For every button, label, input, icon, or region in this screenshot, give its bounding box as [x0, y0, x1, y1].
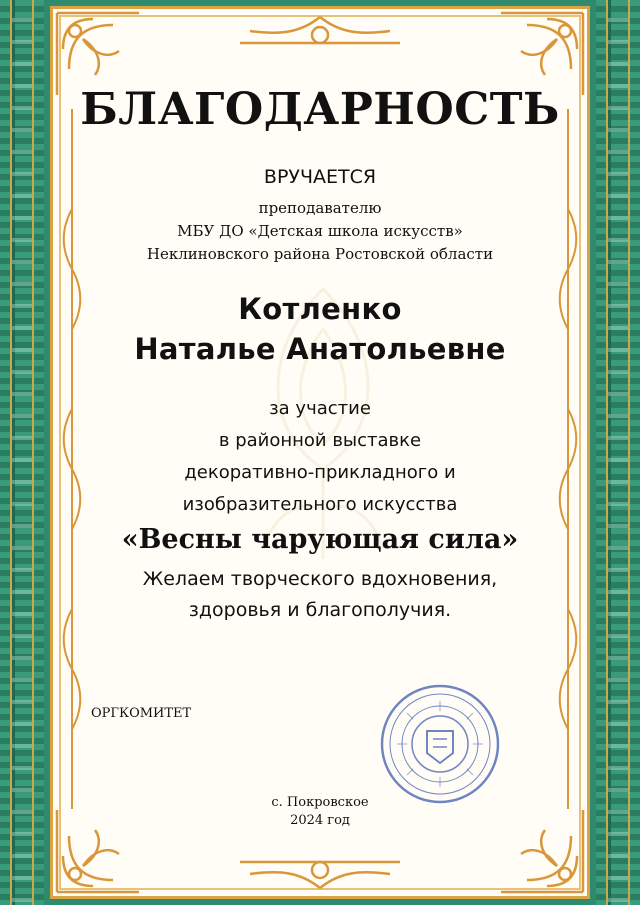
official-stamp-icon [377, 681, 503, 807]
left-green-band [0, 0, 44, 905]
recipient-surname: Котленко [238, 292, 402, 326]
place: с. Покровское [271, 795, 369, 810]
awarded-label: ВРУЧАЕТСЯ [263, 166, 377, 188]
institution: МБУ ДО «Детская школа искусств» [177, 222, 463, 240]
reason-line: декоративно-прикладного и [184, 462, 456, 483]
reason-line: в районной выставке [218, 430, 422, 451]
recipient-role: преподавателю [258, 199, 382, 217]
region: Неклиновского района Ростовской области [146, 245, 494, 263]
reason-line: изобразительного искусства [182, 494, 458, 515]
certificate-content [50, 0, 590, 905]
year: 2024 год [290, 813, 350, 828]
wish-line: здоровья и благополучия. [188, 599, 452, 621]
recipient-given-names: Наталье Анатольевне [134, 332, 506, 366]
signatory-label: ОРГКОМИТЕТ [91, 706, 192, 721]
wish-line: Желаем творческого вдохновения, [142, 568, 498, 590]
certificate-title: БЛАГОДАРНОСТЬ [80, 84, 560, 135]
reason-line: за участие [269, 398, 371, 419]
event-name: «Весны чарующая сила» [121, 524, 519, 555]
right-green-band [596, 0, 640, 905]
